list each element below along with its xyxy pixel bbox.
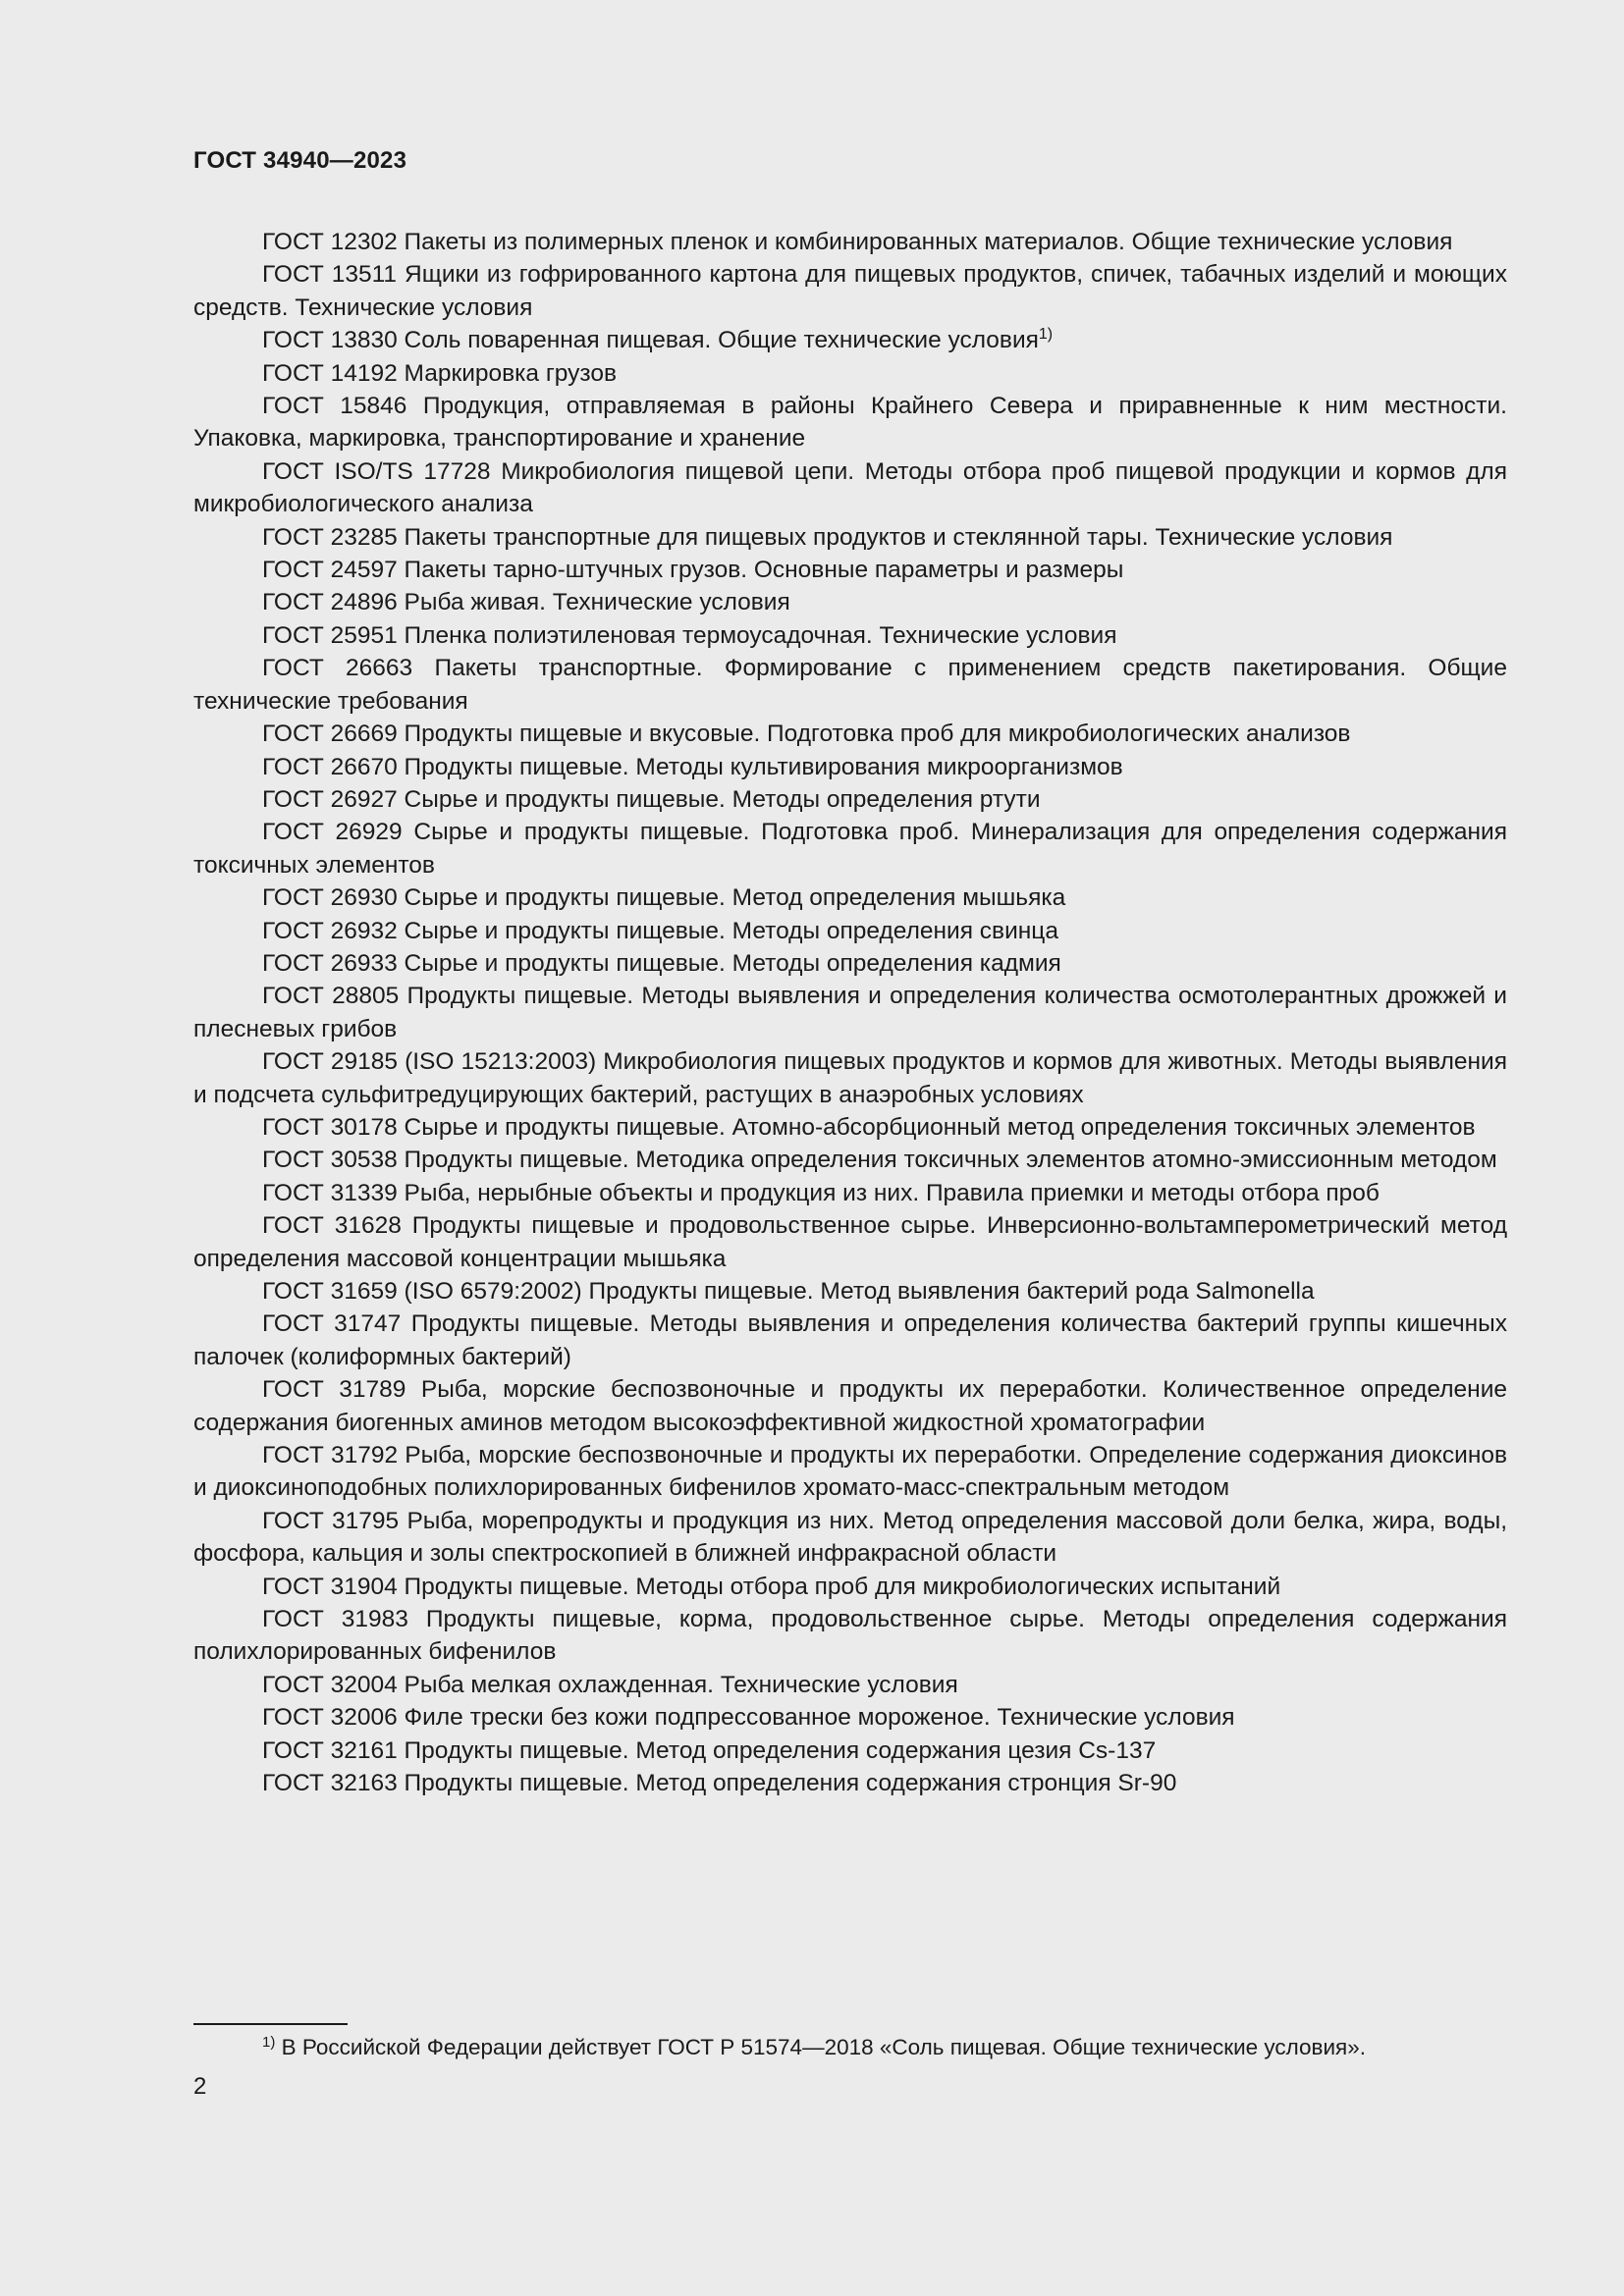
reference-item [193, 554, 1507, 586]
normative-references-list [193, 226, 1507, 1800]
reference-code: ГОСТ 26930 [262, 884, 398, 912]
reference-code: ГОСТ 14192 [262, 359, 398, 387]
reference-item [193, 1701, 1507, 1734]
reference-item [193, 586, 1507, 618]
reference-item [193, 357, 1507, 390]
reference-code: ГОСТ 26663 [262, 655, 413, 682]
reference-item [193, 258, 1507, 324]
footnote-reference-mark: 1) [1038, 326, 1054, 344]
reference-item [193, 816, 1507, 881]
footnote [262, 2033, 1539, 2062]
reference-code: ГОСТ 13511 [262, 261, 398, 289]
reference-code: ГОСТ 24896 [262, 589, 398, 616]
reference-item [193, 718, 1507, 750]
reference-code: ГОСТ 31792 [262, 1442, 399, 1469]
reference-code: ГОСТ 12302 [262, 229, 398, 255]
reference-code: ГОСТ 26932 [262, 917, 398, 944]
reference-code: ГОСТ 31904 [262, 1573, 398, 1600]
reference-title: Сырье и продукты пищевые. Метод определения мышьяка [404, 884, 1066, 912]
reference-title: Сырье и продукты пищевые. Методы определения кадмия [404, 949, 1061, 977]
reference-title: Продукты пищевые. Метод определения содержания цезия Cs-137 [404, 1736, 1157, 1764]
reference-item [193, 980, 1507, 1045]
reference-item [193, 1603, 1507, 1669]
reference-item [193, 390, 1507, 455]
reference-title: Ящики из гофрированного картона для пищевых продуктов, спичек, табачных изделий и моющих средств. Технические условия [193, 261, 1507, 321]
reference-code: ГОСТ 23285 [262, 523, 398, 551]
reference-item [193, 1735, 1507, 1767]
reference-item [193, 1144, 1507, 1176]
reference-title: Сырье и продукты пищевые. Методы определения ртути [404, 785, 1041, 813]
reference-code: ГОСТ 32163 [262, 1770, 398, 1797]
reference-code: ГОСТ 26929 [262, 819, 403, 846]
reference-code: ГОСТ 31339 [262, 1179, 398, 1206]
reference-code: ГОСТ 26669 [262, 721, 398, 748]
reference-title: Микробиология пищевых продуктов и кормов для животных. Методы выявления и подсчета сульфитредуцирующих бактерий, растущих в анаэробных условиях [193, 1048, 1507, 1108]
reference-code: ГОСТ 26933 [262, 949, 398, 977]
reference-title: Продукты пищевые. Методика определения токсичных элементов атомно-эмиссионным методом [404, 1147, 1497, 1174]
reference-title: Рыба, нерыбные объекты и продукция из них. Правила приемки и методы отбора проб [404, 1179, 1380, 1206]
reference-title: Пакеты транспортные. Формирование с применением средств пакетирования. Общие технические требования [193, 655, 1507, 715]
reference-code: ГОСТ 30178 [262, 1113, 398, 1141]
reference-code: ГОСТ 15846 [262, 393, 407, 420]
reference-item [193, 1767, 1507, 1799]
reference-item [193, 1439, 1507, 1505]
reference-code: ГОСТ 32161 [262, 1736, 398, 1764]
reference-code: ГОСТ 31659 (ISO 6579:2002) [262, 1278, 582, 1305]
reference-title: Продукция, отправляемая в районы Крайнего Севера и приравненные к ним местности. Упаковка, маркировка, транспортирование и хранение [193, 393, 1507, 453]
reference-item [193, 1275, 1507, 1308]
reference-item [193, 324, 1507, 356]
reference-code: ГОСТ 31789 [262, 1376, 406, 1404]
reference-item [193, 1505, 1507, 1571]
reference-title: Рыба живая. Технические условия [404, 589, 790, 616]
reference-title: Продукты пищевые, корма, продовольственное сырье. Методы определения содержания полихлорированных бифенилов [193, 1606, 1507, 1666]
reference-item [193, 619, 1507, 652]
reference-title: Филе трески без кожи подпрессованное мороженое. Технические условия [404, 1704, 1235, 1732]
reference-code: ГОСТ 26670 [262, 753, 398, 780]
reference-title: Сырье и продукты пищевые. Подготовка проб. Минерализация для определения содержания токсичных элементов [193, 819, 1508, 879]
reference-code: ГОСТ 32006 [262, 1704, 398, 1732]
reference-title: Продукты пищевые. Метод определения содержания стронция Sr-90 [404, 1770, 1177, 1797]
reference-code: ГОСТ ISO/TS 17728 [262, 457, 491, 485]
reference-item [193, 455, 1507, 521]
reference-title: Рыба, морские беспозвоночные и продукты их переработки. Количественное определение содержания биогенных аминов методом высокоэффективной жидкостной хроматографии [193, 1376, 1508, 1436]
reference-title: Рыба, морепродукты и продукция из них. Метод определения массовой доли белка, жира, воды, фосфора, кальция и золы спектроскопией в ближней инфракрасной области [193, 1507, 1508, 1568]
reference-code: ГОСТ 13830 [262, 327, 398, 354]
reference-code: ГОСТ 32004 [262, 1671, 398, 1698]
reference-title: Рыба, морские беспозвоночные и продукты их переработки. Определение содержания диоксинов и диоксиноподобных полихлорированных бифенилов хромато-масс-спектральным методом [193, 1442, 1507, 1502]
reference-code: ГОСТ 31747 [262, 1310, 402, 1338]
reference-title: Пакеты тарно-штучных грузов. Основные параметры и размеры [404, 557, 1124, 584]
reference-item [193, 751, 1507, 783]
reference-code: ГОСТ 25951 [262, 621, 398, 649]
reference-item [193, 1177, 1507, 1209]
reference-item [193, 881, 1507, 914]
reference-title: Продукты пищевые и продовольственное сырье. Инверсионно-вольтамперометрический метод определения массовой концентрации мышьяка [193, 1212, 1508, 1272]
reference-item [193, 226, 1507, 258]
page-number: 2 [193, 2073, 207, 2100]
reference-item [193, 915, 1507, 947]
reference-title: Рыба мелкая охлажденная. Технические условия [404, 1671, 958, 1698]
reference-title: Пакеты транспортные для пищевых продуктов и стеклянной тары. Технические условия [404, 523, 1393, 551]
reference-item [193, 783, 1507, 816]
reference-item [193, 652, 1507, 718]
reference-title: Продукты пищевые. Методы выявления и определения количества бактерий группы кишечных палочек (колиформных бактерий) [193, 1310, 1507, 1370]
reference-title: Микробиология пищевой цепи. Методы отбора проб пищевой продукции и кормов для микробиологического анализа [193, 457, 1507, 518]
reference-code: ГОСТ 24597 [262, 557, 398, 584]
reference-code: ГОСТ 30538 [262, 1147, 398, 1174]
reference-title: Пленка полиэтиленовая термоусадочная. Технические условия [404, 621, 1117, 649]
reference-title: Продукты пищевые и вкусовые. Подготовка проб для микробиологических анализов [404, 721, 1351, 748]
reference-title: Пакеты из полимерных пленок и комбинированных материалов. Общие технические условия [404, 229, 1453, 255]
reference-title: Сырье и продукты пищевые. Атомно-абсорбционный метод определения токсичных элементов [404, 1113, 1476, 1141]
footnote-text: В Российской Федерации действует ГОСТ Р 51574—2018 «Соль пищевая. Общие технические условия». [281, 2035, 1367, 2059]
reference-item [193, 521, 1507, 554]
reference-item [193, 947, 1507, 980]
reference-item [193, 1209, 1507, 1275]
reference-code: ГОСТ 31628 [262, 1212, 402, 1240]
reference-item [193, 1045, 1507, 1111]
reference-title: Продукты пищевые. Методы культивирования микроорганизмов [404, 753, 1123, 780]
reference-code: ГОСТ 28805 [262, 983, 400, 1010]
reference-code: ГОСТ 31795 [262, 1507, 400, 1534]
reference-item [193, 1111, 1507, 1144]
reference-item [193, 1308, 1507, 1373]
reference-title: Продукты пищевые. Метод выявления бактерий рода Salmonella [588, 1278, 1315, 1305]
reference-title: Продукты пищевые. Методы выявления и определения количества осмотолерантных дрожжей и плесневых грибов [193, 983, 1507, 1042]
reference-code: ГОСТ 26927 [262, 785, 398, 813]
footnote-separator [193, 2023, 348, 2025]
reference-title: Маркировка грузов [404, 359, 617, 387]
reference-title: Продукты пищевые. Методы отбора проб для микробиологических испытаний [404, 1573, 1281, 1600]
reference-code: ГОСТ 31983 [262, 1606, 408, 1633]
reference-code: ГОСТ 29185 (ISO 15213:2003) [262, 1048, 597, 1076]
reference-item [193, 1571, 1507, 1603]
reference-title: Соль поваренная пищевая. Общие технические условия [404, 327, 1039, 354]
footnote-mark: 1) [262, 2034, 276, 2051]
reference-item [193, 1373, 1507, 1439]
document-header: ГОСТ 34940—2023 [193, 147, 407, 174]
reference-item [193, 1669, 1507, 1701]
reference-title: Сырье и продукты пищевые. Методы определения свинца [404, 917, 1058, 944]
